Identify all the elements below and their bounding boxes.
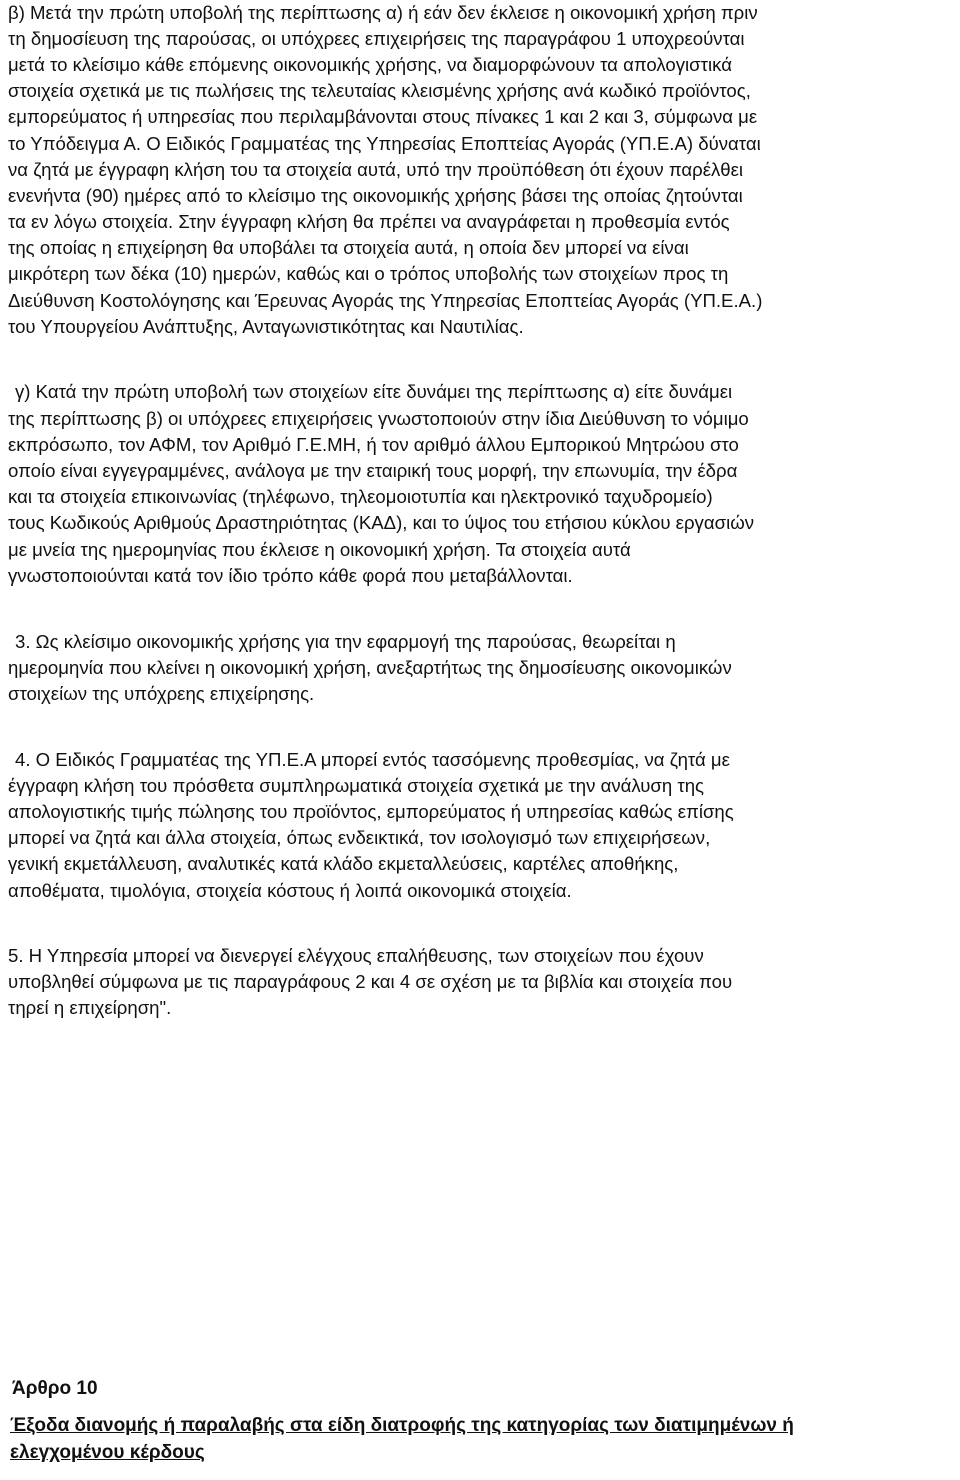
- text-line: έγγραφη κλήση του πρόσθετα συμπληρωματικά στοιχεία σχετικά με την ανάλυση της: [8, 775, 705, 796]
- text-line: τη δημοσίευση της παρούσας, οι υπόχρεες επιχειρήσεις της παραγράφου 1 υποχρεούνται: [8, 28, 745, 49]
- text-line: εμπορεύματος ή υπηρεσίας που περιλαμβάνονται στους πίνακες 1 και 2 και 3, σύμφωνα με: [8, 106, 758, 127]
- article-title-line-2: [10, 1440, 952, 1466]
- article-title-line-1: [10, 1413, 952, 1439]
- text-line: 4. Ο Ειδικός Γραμματέας της ΥΠ.Ε.Α μπορεί εντός τασσόμενης προθεσμίας, να ζητά με: [15, 749, 730, 770]
- text-line: 5. Η Υπηρεσία μπορεί να διενεργεί ελέγχους επαλήθευσης, των στοιχείων που έχουν: [8, 945, 704, 966]
- text-line: εκπρόσωπο, τον ΑΦΜ, τον Αριθμό Γ.Ε.ΜΗ, ή τον αριθμό άλλου Εμπορικού Μητρώου στο: [8, 434, 739, 455]
- text-line: τηρεί η επιχείρηση".: [8, 997, 172, 1018]
- text-line: μετά το κλείσιμο κάθε επόμενης οικονομικής χρήσης, να διαμορφώνουν τα απολογιστικά: [8, 54, 732, 75]
- text-line: τα εν λόγω στοιχεία. Στην έγγραφη κλήση θα πρέπει να αναγράφεται η προθεσμία εντός: [8, 211, 730, 232]
- text-line: ημερομηνία που κλείνει η οικονομική χρήση, ανεξαρτήτως της δημοσίευσης οικονομικών: [8, 657, 732, 678]
- text-line: μικρότερη των δέκα (10) ημερών, καθώς και ο τρόπος υποβολής των στοιχείων προς τη: [8, 263, 729, 284]
- text-line: ενενήντα (90) ημέρες από το κλείσιμο της οικονομικής χρήσης βάσει της οποίας ζητούνται: [8, 185, 743, 206]
- text-line: να ζητά με έγγραφη κλήση του τα στοιχεία αυτά, υπό την προϋπόθεση ότι έχουν παρέλθει: [8, 159, 744, 180]
- text-line: και τα στοιχεία επικοινωνίας (τηλέφωνο, τηλεομοιοτυπία και ηλεκτρονικό ταχυδρομείο): [8, 486, 713, 507]
- text-line: υποβληθεί σύμφωνα με τις παραγράφους 2 και 4 σε σχέση με τα βιβλία και στοιχεία που: [8, 971, 733, 992]
- text-line: τους Κωδικούς Αριθμούς Δραστηριότητας (ΚΑΔ), και το ύψος του ετήσιου κύκλου εργασιών: [8, 512, 755, 533]
- article-number: Άρθρο 10: [12, 1378, 98, 1399]
- text-line: οποίο είναι εγγεγραμμένες, ανάλογα με την εταιρική τους μορφή, την επωνυμία, την έδρα: [8, 460, 738, 481]
- text-line: του Υπουργείου Ανάπτυξης, Ανταγωνιστικότητας και Ναυτιλίας.: [8, 316, 524, 337]
- text-line: 3. Ως κλείσιμο οικονομικής χρήσης για την εφαρμογή της παρούσας, θεωρείται η: [15, 631, 676, 652]
- text-line: της οποίας η επιχείρηση θα υποβάλει τα στοιχεία αυτά, η οποία δεν μπορεί να είναι: [8, 237, 689, 258]
- text-line: μπορεί να ζητά και άλλα στοιχεία, όπως ενδεικτικά, τον ισολογισμό των επιχειρήσεων,: [8, 827, 711, 848]
- article-title-text: Έξοδα διανομής ή παραλαβής στα είδη διατροφής της κατηγορίας των διατιμημένων ή: [10, 1415, 794, 1436]
- text-line: γενική εκμετάλλευση, αναλυτικές κατά κλάδο εκμεταλλεύσεις, καρτέλες αποθήκης,: [8, 853, 679, 874]
- text-line: στοιχεία σχετικά με τις πωλήσεις της τελευταίας κλεισμένης χρήσης ανά κωδικό προϊόντος,: [8, 80, 751, 101]
- text-line: β) Μετά την πρώτη υποβολή της περίπτωσης α) ή εάν δεν έκλεισε η οικονομική χρήση πριν: [8, 2, 758, 23]
- text-line: με μνεία της ημερομηνίας που έκλεισε η οικονομική χρήση. Τα στοιχεία αυτά: [8, 539, 631, 560]
- text-line: της περίπτωσης β) οι υπόχρεες επιχειρήσεις γνωστοποιούν στην ίδια Διεύθυνση το νόμιμο: [8, 408, 749, 429]
- article-title-text: ελεγχομένου κέρδους: [10, 1442, 205, 1463]
- text-line: αποθέματα, τιμολόγια, στοιχεία κόστους ή λοιπά οικονομικά στοιχεία.: [8, 880, 572, 901]
- text-line: στοιχείων της υπόχρεης επιχείρησης.: [8, 683, 315, 704]
- text-line: γνωστοποιούνται κατά τον ίδιο τρόπο κάθε φορά που μεταβάλλονται.: [8, 565, 573, 586]
- text-line: το Υπόδειγμα Α. Ο Ειδικός Γραμματέας της Υπηρεσίας Εποπτείας Αγοράς (ΥΠ.Ε.Α) δύναται: [8, 133, 761, 154]
- text-line: Διεύθυνση Κοστολόγησης και Έρευνας Αγοράς της Υπηρεσίας Εποπτείας Αγοράς (ΥΠ.Ε.Α.): [8, 290, 763, 311]
- text-line: απολογιστικής τιμής πώλησης του προϊόντος, εμπορεύματος ή υπηρεσίας καθώς επίσης: [8, 801, 734, 822]
- text-line: γ) Κατά την πρώτη υποβολή των στοιχείων είτε δυνάμει της περίπτωσης α) είτε δυνάμει: [15, 381, 733, 402]
